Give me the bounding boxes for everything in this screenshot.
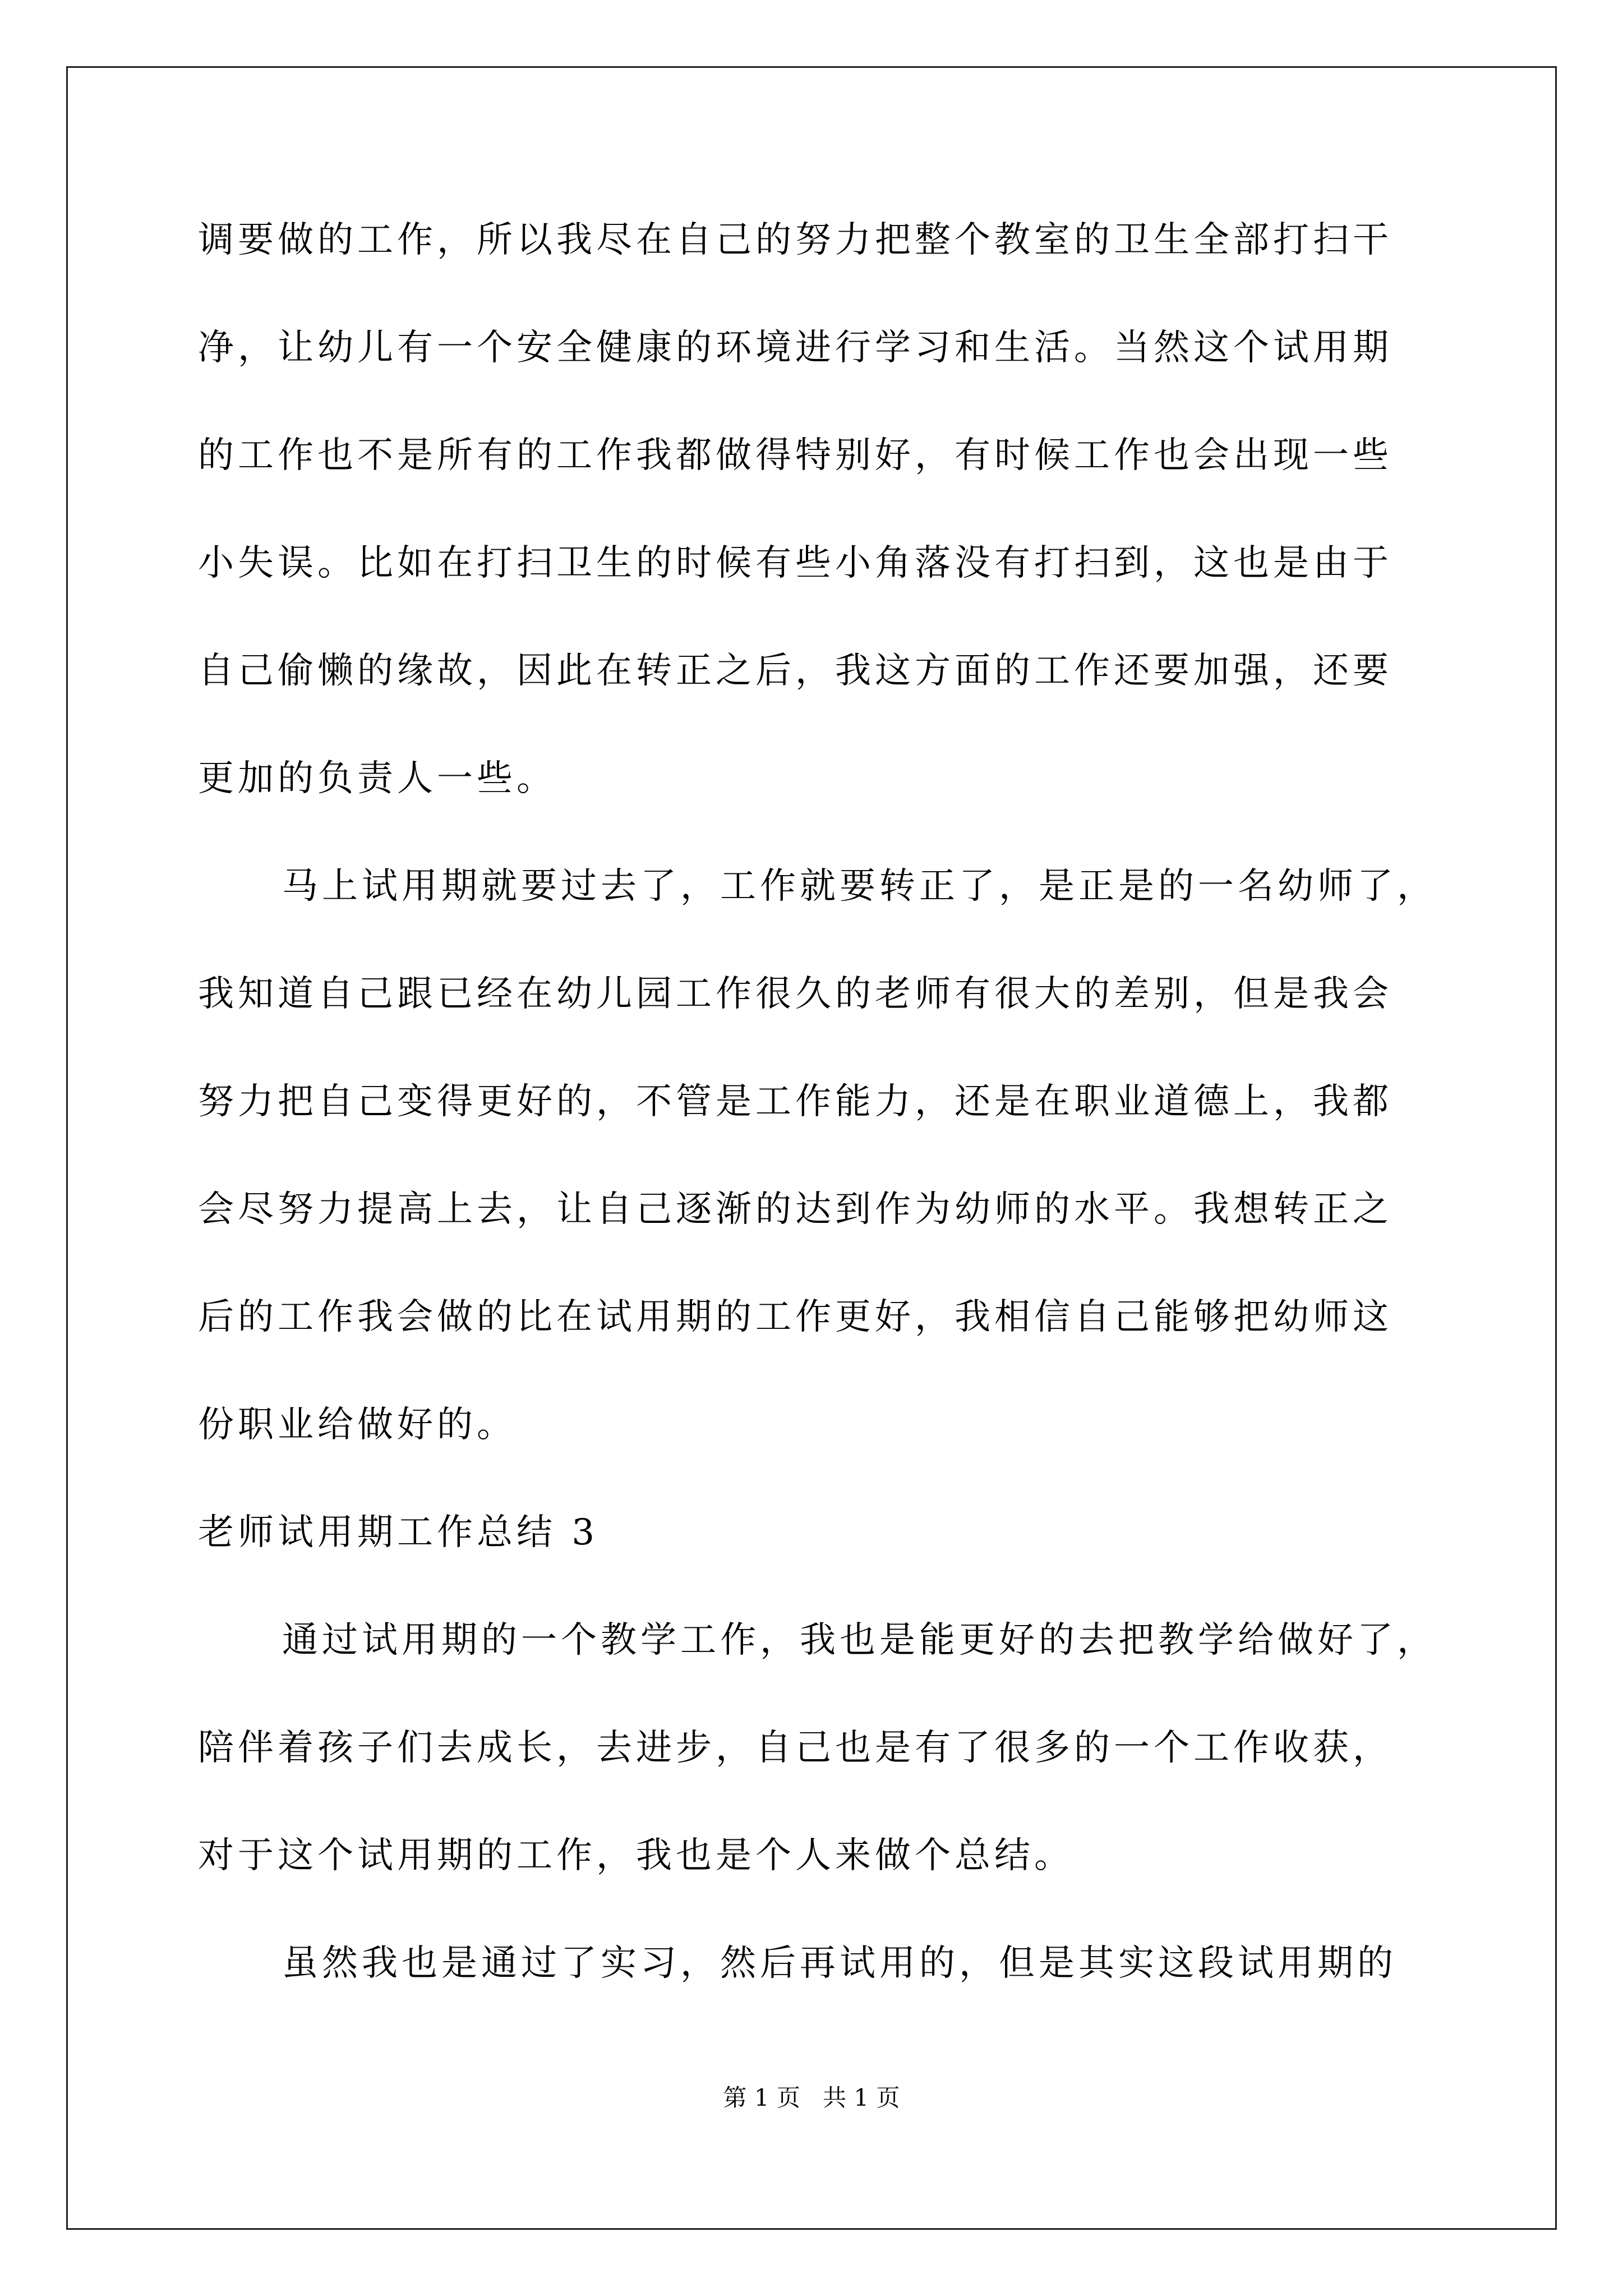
- text-line-6: 更加的负责人一些。: [198, 758, 556, 799]
- text-line-17: 虽然我也是通过了实习，然后再试用的，但是其实这段试用期的: [282, 1943, 1397, 1984]
- text-line-10: 会尽努力提高上去，让自己逐渐的达到作为幼师的水平。我想转正之: [198, 1189, 1393, 1230]
- text-line-8: 我知道自己跟已经在幼儿园工作很久的老师有很大的差别，但是我会: [198, 973, 1393, 1015]
- text-line-11: 后的工作我会做的比在试用期的工作更好，我相信自己能够把幼师这: [198, 1296, 1393, 1338]
- text-line-7: 马上试用期就要过去了，工作就要转正了，是正是的一名幼师了，: [282, 866, 1437, 907]
- section-heading: 老师试用期工作总结 3: [198, 1512, 599, 1553]
- text-line-16: 对于这个试用期的工作，我也是个人来做个总结。: [198, 1835, 1074, 1876]
- text-line-14: 通过试用期的一个教学工作，我也是能更好的去把教学给做好了，: [282, 1619, 1437, 1661]
- text-line-15: 陪伴着孩子们去成长，去进步，自己也是有了很多的一个工作收获，: [198, 1727, 1393, 1769]
- text-line-5: 自己偷懒的缘故，因此在转正之后，我这方面的工作还要加强，还要: [198, 650, 1393, 692]
- document-body: [198, 209, 1468, 2040]
- text-line-12: 份职业给做好的。: [198, 1404, 517, 1446]
- text-line-3: 的工作也不是所有的工作我都做得特别好，有时候工作也会出现一些: [198, 435, 1393, 476]
- text-line-2: 净，让幼儿有一个安全健康的环境进行学习和生活。当然这个试用期: [198, 327, 1393, 369]
- text-line-9: 努力把自己变得更好的，不管是工作能力，还是在职业道德上，我都: [198, 1081, 1393, 1122]
- text-line-4: 小失误。比如在打扫卫生的时候有些小角落没有打扫到，这也是由于: [198, 542, 1393, 584]
- text-line-1: 调要做的工作，所以我尽在自己的努力把整个教室的卫生全部打扫干: [198, 219, 1393, 261]
- page-footer: 第 1 页 共 1 页: [723, 2084, 900, 2111]
